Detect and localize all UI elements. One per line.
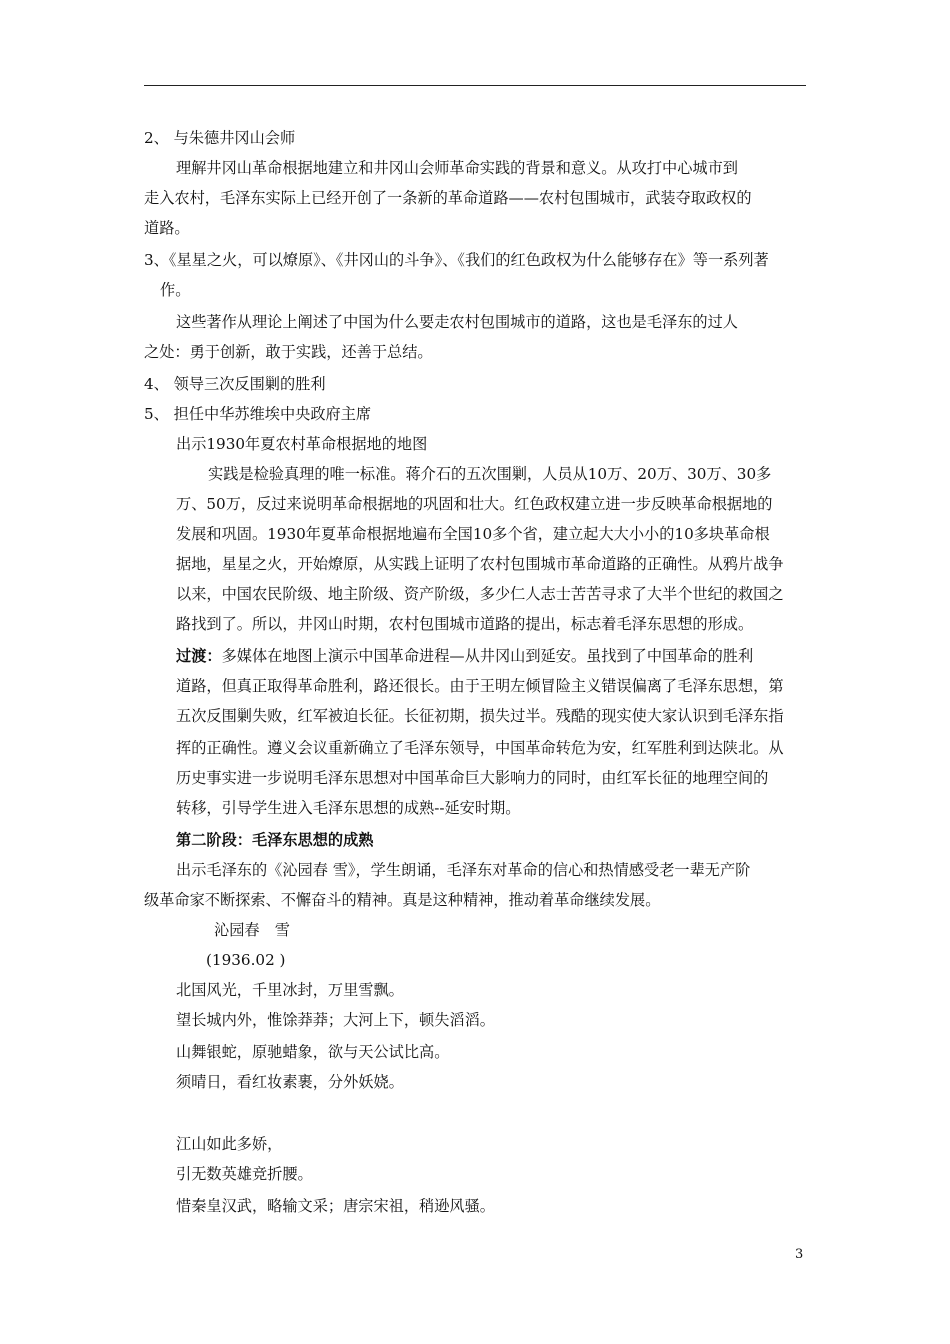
paragraph-line: 万、50万，反过来说明革命根据地的巩固和壮大。红色政权建立进一步反映革命根据地的	[176, 495, 773, 513]
paragraph-line: 作。	[160, 281, 191, 299]
paragraph-line: 据地，星星之火，开始燎原，从实践上证明了农村包围城市革命道路的正确性。从鸦片战争	[176, 555, 784, 573]
paragraph-line: 级革命家不断探索、不懈奋斗的精神。真是这种精神，推动着革命继续发展。	[144, 891, 661, 909]
paragraph-line: 理解井冈山革命根据地建立和井冈山会师革命实践的背景和意义。从攻打中心城市到	[176, 159, 738, 177]
paragraph-line: 发展和巩固。1930年夏革命根据地遍布全国10多个省，建立起大大小小的10多块革命根	[176, 525, 770, 543]
transition-label: 过渡：	[176, 647, 222, 665]
heading-counter-encirclement: 4、 领导三次反围剿的胜利	[144, 375, 326, 393]
heading-chairman: 5、 担任中华苏维埃中央政府主席	[144, 405, 372, 423]
page-number: 3	[795, 1247, 804, 1262]
section-heading-stage-two: 第二阶段：毛泽东思想的成熟	[176, 831, 374, 849]
paragraph-line: 走入农村，毛泽东实际上已经开创了一条新的革命道路——农村包围城市，武装夺取政权的	[144, 189, 752, 207]
poem-line: 引无数英雄竞折腰。	[176, 1165, 313, 1183]
paragraph-line: 路找到了。所以，井冈山时期，农村包围城市道路的提出，标志着毛泽东思想的形成。	[176, 615, 754, 633]
poem-line: 须晴日，看红妆素裹，分外妖娆。	[176, 1073, 404, 1091]
paragraph-line-transition: 过渡：多媒体在地图上演示中国革命进程—从井冈山到延安。虽找到了中国革命的胜利	[176, 647, 754, 665]
poem-line: 北国风光，千里冰封，万里雪飘。	[176, 981, 404, 999]
poem-line: 江山如此多娇，	[176, 1135, 283, 1153]
heading-zhu-de-meeting: 2、 与朱德井冈山会师	[144, 129, 296, 147]
paragraph-line: 实践是检验真理的唯一标准。蒋介石的五次围剿，人员从10万、20万、30万、30多	[208, 465, 772, 483]
paragraph-line: 出示毛泽东的《沁园春 雪》，学生朗诵，毛泽东对革命的信心和热情感受老一辈无产阶	[176, 861, 751, 879]
paragraph-line: 道路。	[144, 219, 190, 237]
paragraph-line: 转移，引导学生进入毛泽东思想的成熟--延安时期。	[176, 799, 521, 817]
paragraph-line: 出示1930年夏农村革命根据地的地图	[176, 435, 428, 453]
paragraph-line: 挥的正确性。遵义会议重新确立了毛泽东领导，中国革命转危为安，红军胜利到达陕北。从	[176, 739, 784, 757]
poem-line: 望长城内外，惟馀莽莽；大河上下，顿失滔滔。	[176, 1011, 495, 1029]
poem-title: 沁园春 雪	[214, 921, 290, 939]
paragraph-line: 五次反围剿失败，红军被迫长征。长征初期，损失过半。残酷的现实使大家认识到毛泽东指	[176, 707, 784, 725]
poem-date: (1936.02 )	[206, 951, 286, 969]
paragraph-line: 之处：勇于创新，敢于实践，还善于总结。	[144, 343, 433, 361]
poem-line: 山舞银蛇，原驰蜡象，欲与天公试比高。	[176, 1043, 450, 1061]
poem-line: 惜秦皇汉武，略输文采；唐宗宋祖，稍逊风骚。	[176, 1197, 495, 1215]
paragraph-line: 道路，但真正取得革命胜利，路还很长。由于王明左倾冒险主义错误偏离了毛泽东思想，第	[176, 677, 784, 695]
paragraph-line: 历史事实进一步说明毛泽东思想对中国革命巨大影响力的同时，由红军长征的地理空间的	[176, 769, 769, 787]
heading-works: 3、《星星之火，可以燎原》、《井冈山的斗争》、《我们的红色政权为什么能够存在》等一系列著	[144, 251, 769, 269]
paragraph-line: 以来，中国农民阶级、地主阶级、资产阶级，多少仁人志士苦苦寻求了大半个世纪的救国之	[176, 585, 784, 603]
header-rule	[144, 85, 806, 86]
paragraph-line: 这些著作从理论上阐述了中国为什么要走农村包围城市的道路，这也是毛泽东的过人	[176, 313, 738, 331]
